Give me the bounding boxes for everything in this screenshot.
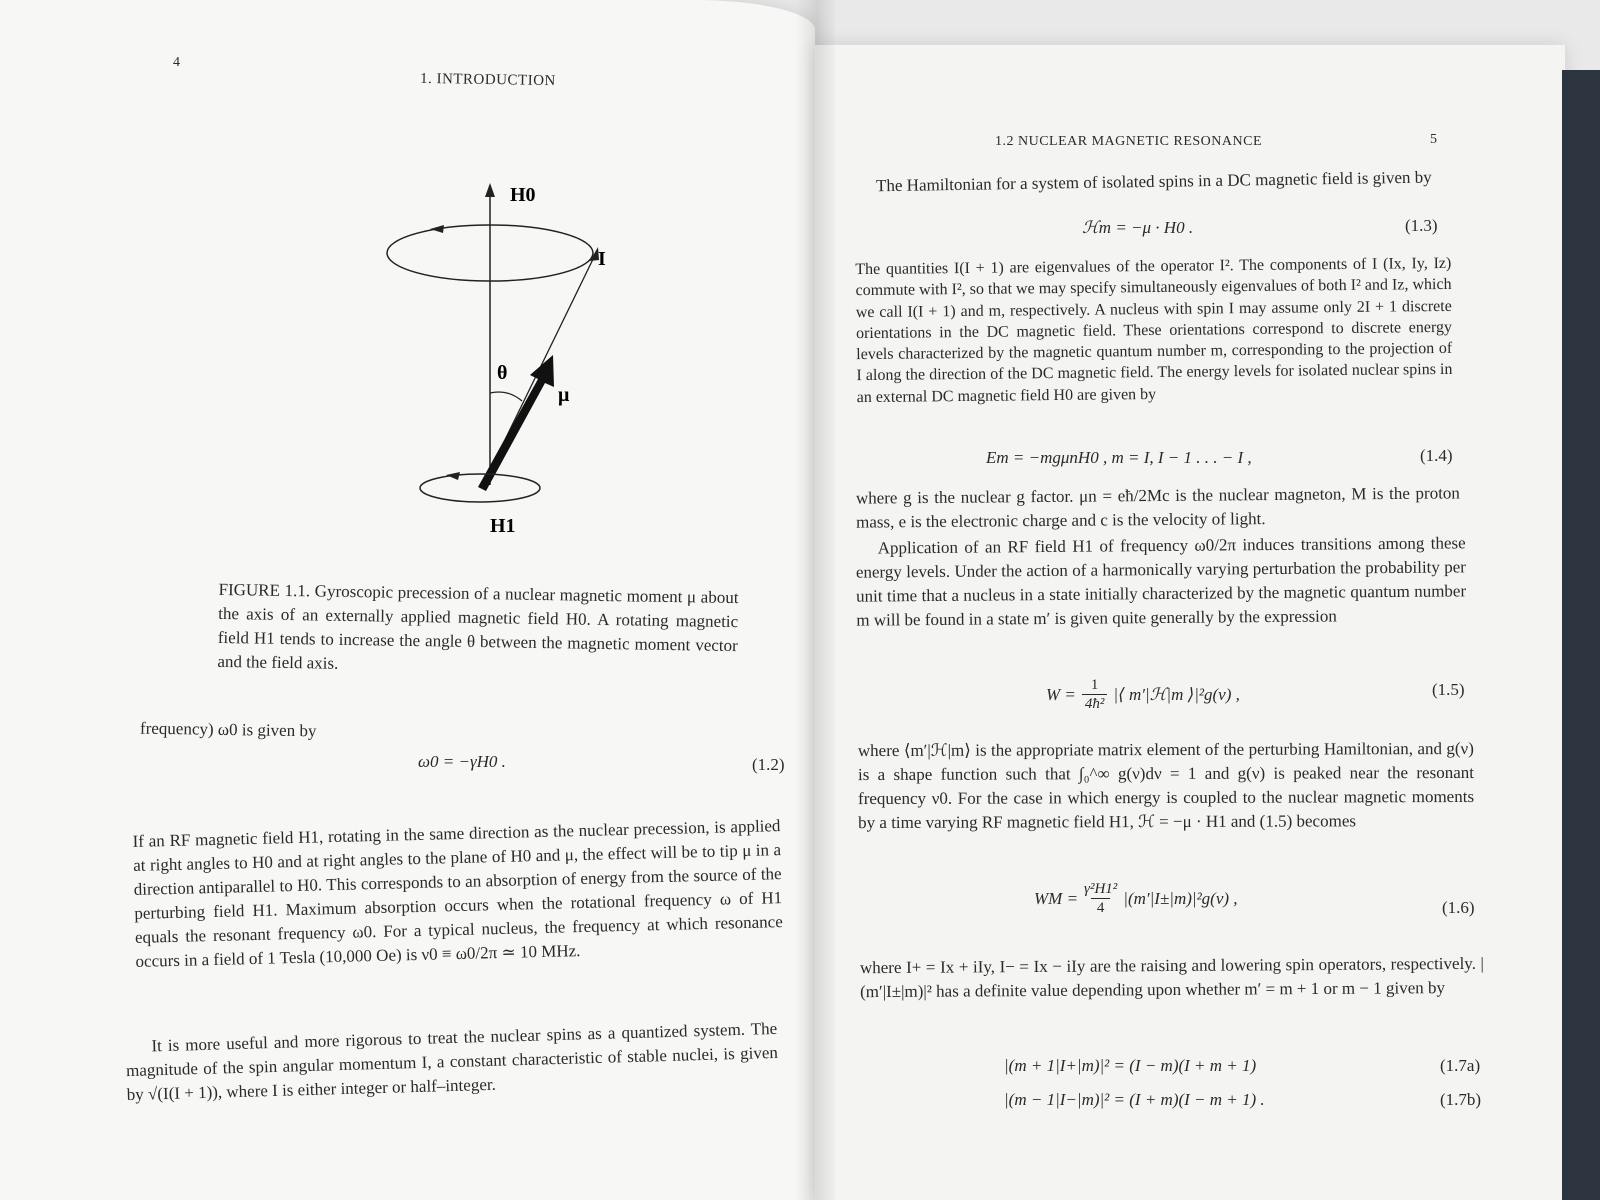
theta-arc [490,392,522,401]
figure-caption: FIGURE 1.1. Gyroscopic precession of a nuclear magnetic moment μ about the axis of an externally applied magnetic field H0. A rotating magnetic field H1 tends to increase the angle θ between the magnetic moment vector and the field axis. [217,579,739,673]
label-h0: H0 [510,184,536,206]
paragraph-quantities: The quantities I(I + 1) are eigenvalues of the operator I². The components of I (Ix, Iy, Iz) commute with I², so that we may specify simultaneously eigenvalues of both I² and Iz, which we call I(I + 1) and m, respectively. A nucleus with spin I may assume only 2I + 1 discrete orientations in the DC magnetic field. These orientations correspond to discrete energy levels characterized by the magnetic quantum number m, corresponding to the projection of I along the direction of the DC magnetic field. The energy levels for isolated nuclear spins in an external DC magnetic field H0 are given by [855,254,1453,406]
top-ellipse-arrow [430,225,444,233]
label-h1: H1 [490,515,516,537]
eq-1-6-denominator: 4 [1091,898,1111,917]
equation-number-1-7b: (1.7b) [1440,1090,1482,1109]
equation-number-1-4: (1.4) [1420,446,1453,465]
precession-figure [370,175,630,545]
h0-arrowhead [485,183,495,197]
label-mu: μ [558,384,570,406]
page-number-right: 5 [1430,132,1438,147]
equation-number-1-5: (1.5) [1432,680,1465,699]
equation-1-7b: |(m − 1|I−|m)|² = (I + m)(I − m + 1) . [1004,1090,1265,1109]
eq-1-5-rhs: |⟨ m′|ℋ|m ⟩|²g(ν) , [1113,684,1240,704]
eq-1-6-numerator: γ²H1² [1084,881,1118,897]
equation-1-2: ω0 = −γH0 . [418,752,506,771]
paragraph-quantized: It is more useful and more rigorous to treat the nuclear spins as a quantized system. The magnitude of the spin angular momentum I, a constant characteristic of stable nuclei, is given by √(I(I + 1)), where I is either integer or half–integer. [125,1018,779,1105]
equation-1-7a: |(m + 1|I+|m)|² = (I − m)(I + m + 1) [1004,1056,1257,1075]
label-i: I [598,248,606,270]
eq-1-6-rhs: |(m′|I±|m)|²g(ν) , [1123,888,1238,908]
page-number-left: 4 [173,55,181,70]
paragraph-application: Application of an RF field H1 of frequency ω0/2π induces transitions among these energy levels. Under the action of a harmonically varying perturbation the probability per unit time that a nucleus in a state initially characterized by the magnetic quantum number m will be found in a state m′ is given quite generally by the expression [855,533,1467,630]
paragraph-where-g: where g is the nuclear g factor. μn = eħ/2Mc is the nuclear magneton, M is the proton mass, e is the electronic charge and c is the velocity of light. [855,483,1460,532]
eq-1-6-lhs: WM = [1034,888,1079,908]
equation-number-1-6: (1.6) [1442,898,1475,917]
equation-1-5 [1046,676,1240,713]
book-gutter [795,0,835,1200]
equation-1-4: Em = −mgμnH0 , m = I, I − 1 . . . − I , [986,448,1252,467]
equation-1-6 [1034,880,1238,917]
book-spine [1562,70,1600,1200]
equation-number-1-2: (1.2) [752,755,785,774]
running-head-left: 1. INTRODUCTION [419,70,556,90]
eq-1-5-lhs: W = [1046,684,1076,704]
paragraph-rf-field: If an RF magnetic field H1, rotating in the same direction as the nuclear precession, is applied at right angles to H0 and at right angles to the plane of H0 and μ, the effect will be to tip μ in a direction antiparallel to H0. This corresponds to an absorption of energy from the source of the perturbing field H1. Maximum absorption occurs when the rotational frequency ω of H1 equals the resonant frequency ω0. For a typical nucleus, the frequency at which resonance occurs in a field of 1 Tesla (10,000 Oe) is ν0 ≡ ω0/2π ≃ 10 MHz. [132,816,784,971]
label-theta: θ [497,362,508,384]
eq-1-5-denominator: 4ħ² [1082,694,1108,713]
equation-number-1-7a: (1.7a) [1440,1056,1481,1075]
text-frequency: frequency) ω0 is given by [139,718,317,741]
paragraph-raising-lowering: where I+ = Ix + iIy, I− = Ix − iIy are the raising and lowering spin operators, respectively. |(m′|I±|m)|² has a definite value depending upon whether m′ = m + 1 or m − 1 given by [859,953,1484,1002]
equation-1-3: ℋm = −μ · H0 . [1082,218,1194,237]
running-head-right: 1.2 NUCLEAR MAGNETIC RESONANCE [995,134,1262,149]
paragraph-hamiltonian: The Hamiltonian for a system of isolated spins in a DC magnetic field is given by [875,167,1432,196]
eq-1-5-numerator: 1 [1090,677,1099,693]
paragraph-matrix-element: where ⟨m′|ℋ|m⟩ is the appropriate matrix element of the perturbing Hamiltonian, and g(ν) is a shape function such that ∫₀^∞ g(ν)dν = 1 and g(ν) is peaked near the resonant frequency ν0. For the case in which energy is coupled to the nuclear magnetic moments by a time varying RF magnetic field H1, ℋ = −μ · H1 and (1.5) becomes [857,738,1475,833]
equation-number-1-3: (1.3) [1405,216,1438,235]
